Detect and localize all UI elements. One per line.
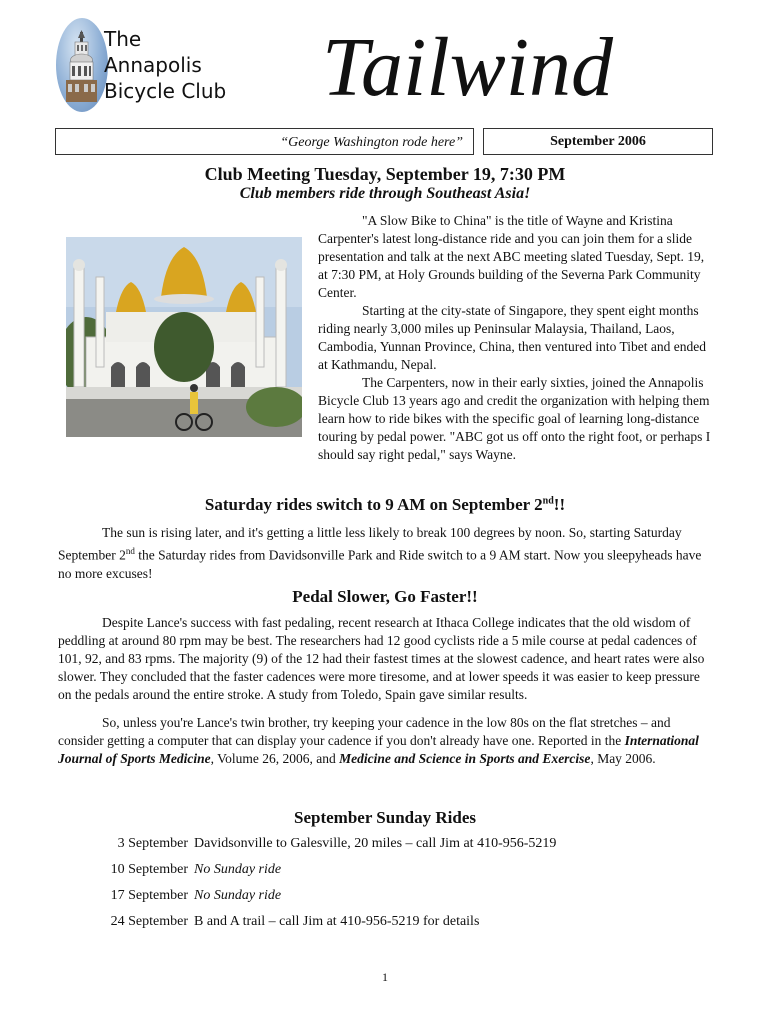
sunday-heading: September Sunday Rides: [294, 808, 476, 827]
meeting-paragraph-3: The Carpenters, now in their early sixties, joined the Annapolis Bicycle Club 13 years ago and credit the organization with helping them learn how to ride bikes with the specific goal of learning long-distance touring by pedal power. "ABC got us off onto the right foot, or perhaps I should say right pedal," says Wayne.: [318, 375, 711, 462]
page-number: 1: [382, 970, 388, 984]
pedal-p2-text-b: , Volume 26, 2006, and: [210, 751, 340, 766]
saturday-heading: [0, 495, 770, 515]
ride-row: [60, 914, 556, 940]
pedal-paragraph-2: [58, 714, 714, 768]
meeting-paragraph-1: "A Slow Bike to China" is the title of Wayne and Kristina Carpenter's latest long-distance ride and you can join them for a slide presentation and talk at the next ABC meeting slated Tuesday, Sept. 19, at 7:30 PM, at Holy Grounds building of the Severna Park Community Center.: [318, 213, 705, 300]
logo-text: [104, 26, 226, 104]
motto-box: “George Washington rode here”: [55, 128, 474, 155]
state-house-dome-icon: [62, 30, 102, 110]
ride-description: No Sunday ride: [194, 862, 282, 877]
logo-line-3: Bicycle Club: [104, 79, 227, 103]
journal-name-1: International Journal of Sports Medicine: [58, 733, 699, 766]
ride-description: No Sunday ride: [194, 888, 282, 903]
ride-date: 10 September: [110, 862, 188, 877]
saturday-paragraph-sup: nd: [125, 546, 135, 556]
ride-description: Davidsonville to Galesville, 20 miles – call Jim at 410-956-5219: [194, 836, 557, 851]
saturday-heading-sup: nd: [542, 495, 554, 507]
ride-row: [60, 836, 556, 862]
ride-date: 24 September: [110, 914, 188, 929]
saturday-paragraph-text: The sun is rising later, and it's getting a little less likely to break 100 degrees by noon. So, starting Saturday September 2: [58, 525, 682, 563]
meeting-article: [318, 212, 714, 464]
saturday-heading-end: !!: [553, 495, 566, 514]
ride-date: 17 September: [110, 888, 188, 903]
pedal-paragraph-1: Despite Lance's success with fast pedaling, recent research at Ithaca College indicates that the old wisdom of peddling at around 80 rpm may be best. The researchers had 12 good cyclists ride a 5 mile course at pedal cadences of 101, 92, and 83 rpms. The majority (9) of the 12 had their fastest times at the slowest cadence, and heart rates were also slower. They concluded that the faster cadences were more tiresome, and at lower speeds it was easier to keep pressure on the pedals around the entire stroke. A study from Toledo, Spain gave similar results.: [58, 615, 705, 702]
ride-description: B and A trail – call Jim at 410-956-5219 for details: [194, 914, 480, 929]
saturday-heading-text: Saturday rides switch to 9 AM on September 2: [204, 495, 543, 514]
logo-line-2: Annapolis: [104, 53, 202, 77]
pedal-article: [58, 614, 714, 768]
newsletter-masthead: Tailwind: [322, 21, 614, 114]
meeting-paragraph-2: Starting at the city-state of Singapore, they spent eight months riding nearly 3,000 miles up Peninsular Malaysia, Thailand, Laos, Cambodia, Yunnan Province, China, then ventured into Tibet and ended at Kathmandu, Nepal.: [318, 303, 706, 372]
pedal-p2-text-a: So, unless you're Lance's twin brother, try keeping your cadence in the low 80s on the flat stretches – and consider getting a computer that can display your cadence if you don't already have one. Reported in the: [58, 715, 671, 748]
club-logo: [52, 16, 242, 116]
ride-row: [60, 862, 556, 888]
meeting-heading: Club Meeting Tuesday, September 19, 7:30 PM: [204, 164, 566, 184]
saturday-article: [58, 524, 714, 583]
saturday-paragraph-end: the Saturday rides from Davidsonville Park and Ride switch to a 9 AM start. Now you sleepyheads have no more excuses!: [58, 547, 702, 581]
pedal-heading: Pedal Slower, Go Faster!!: [292, 587, 478, 606]
saturday-paragraph: [58, 524, 714, 583]
issue-date-box: September 2006: [483, 128, 713, 155]
meeting-subheading: Club members ride through Southeast Asia!: [239, 185, 531, 202]
logo-line-1: The: [104, 27, 142, 51]
journal-name-2: Medicine and Science in Sports and Exercise: [339, 751, 591, 766]
sunday-rides-list: [60, 836, 556, 940]
pedal-p2-text-c: , May 2006.: [590, 751, 656, 766]
ride-row: [60, 888, 556, 914]
temple-photo: [66, 237, 302, 437]
ride-date: 3 September: [117, 836, 188, 851]
